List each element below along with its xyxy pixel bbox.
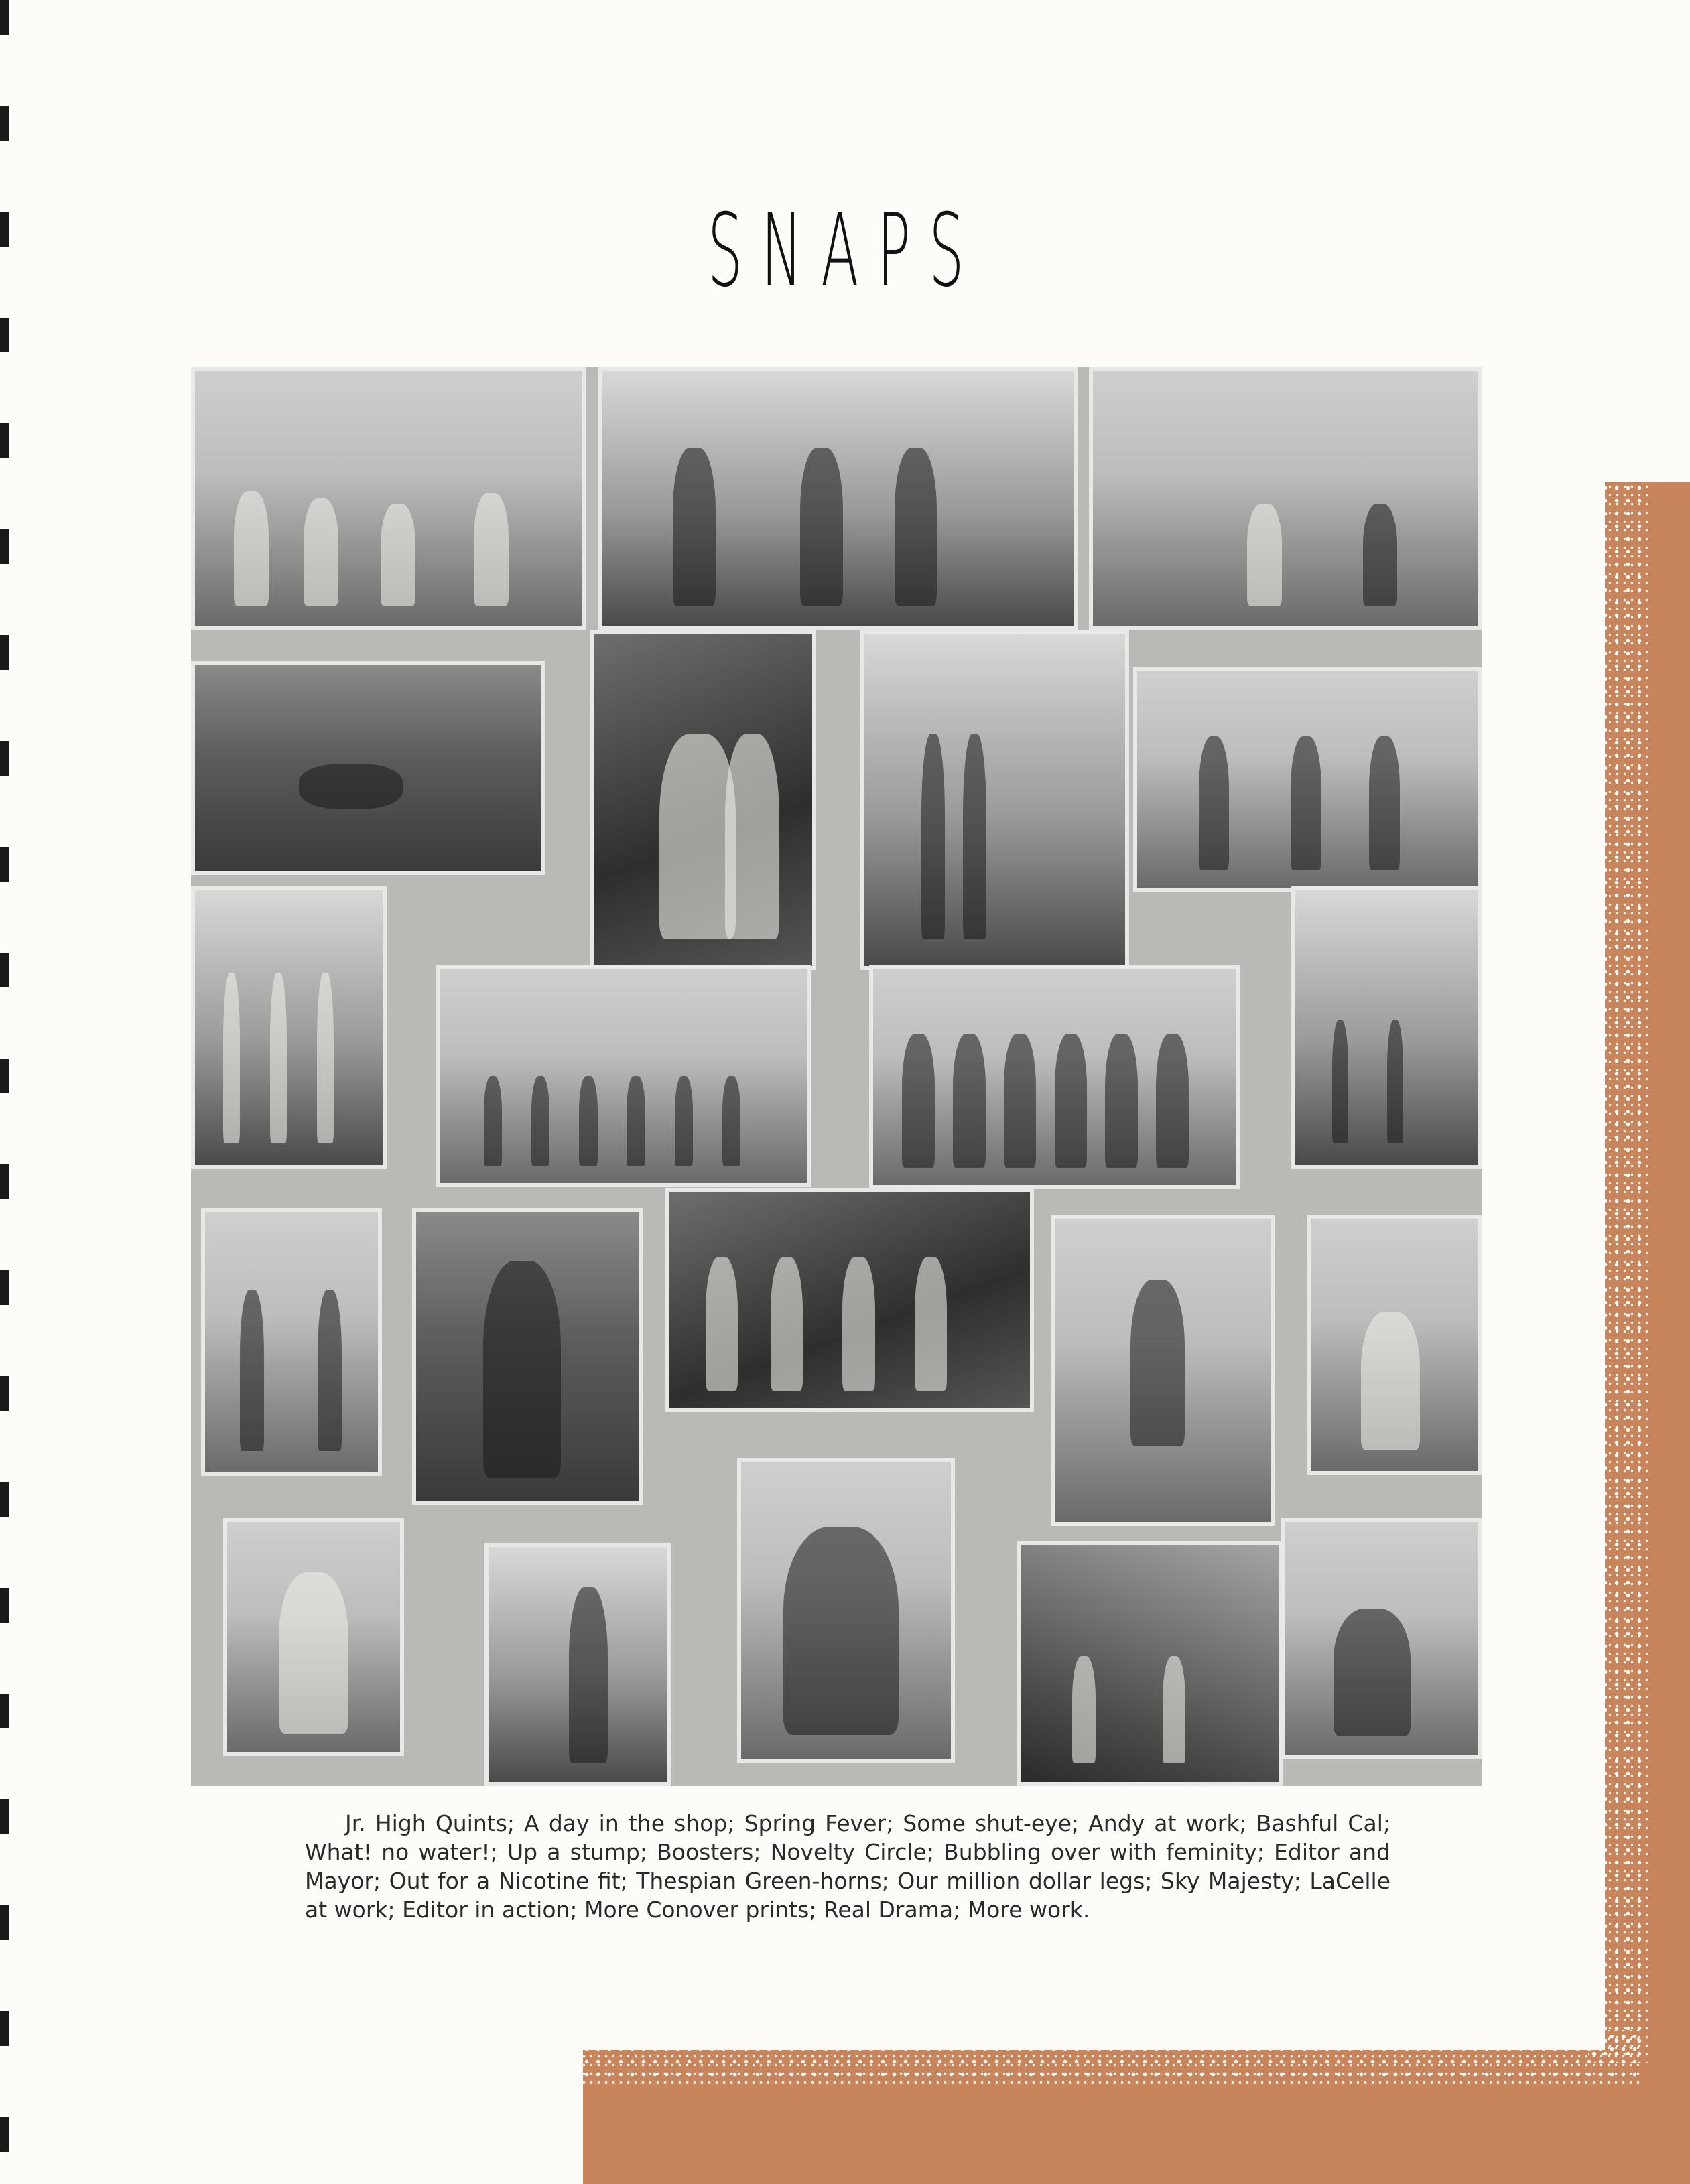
photo-collage [191,367,1482,1786]
photo-7 [1133,667,1482,892]
photo-14 [665,1188,1034,1412]
photo-17 [223,1518,404,1756]
photo-11 [1291,886,1482,1169]
photo-2 [598,367,1078,630]
photo-21 [1281,1518,1482,1759]
photo-12 [201,1208,382,1476]
photo-19 [737,1458,955,1763]
spiral-binding [0,0,9,2184]
photo-20 [1017,1541,1283,1786]
speckle-edge-right [1588,469,1648,2063]
photo-6 [860,630,1129,970]
collage-caption: Jr. High Quints; A day in the shop; Spring Fever; Some shut-eye; Andy at work; Bashful Cal; What! no water!; Up a stump; Boosters; Novelty Circle; Bubbling over with feminity; Editor and Mayor; Out for a Nicotine fit; Thespian Green-horns; Our million dollar legs; Sky Majesty; LaCelle at work; Editor in action; More Conover prints; Real Drama; More work. [305,1810,1390,1923]
photo-13 [412,1208,643,1505]
photo-18 [484,1543,671,1786]
photo-1 [191,367,586,630]
photo-8 [191,886,387,1169]
photo-10 [869,965,1240,1189]
photo-3 [1089,367,1482,630]
page-title: SNAPS [707,193,983,310]
photo-5 [590,630,816,970]
photo-16 [1307,1215,1482,1475]
photo-9 [436,965,811,1187]
photo-15 [1051,1215,1275,1526]
speckle-edge-bottom [570,2030,1642,2084]
photo-4 [191,661,545,875]
